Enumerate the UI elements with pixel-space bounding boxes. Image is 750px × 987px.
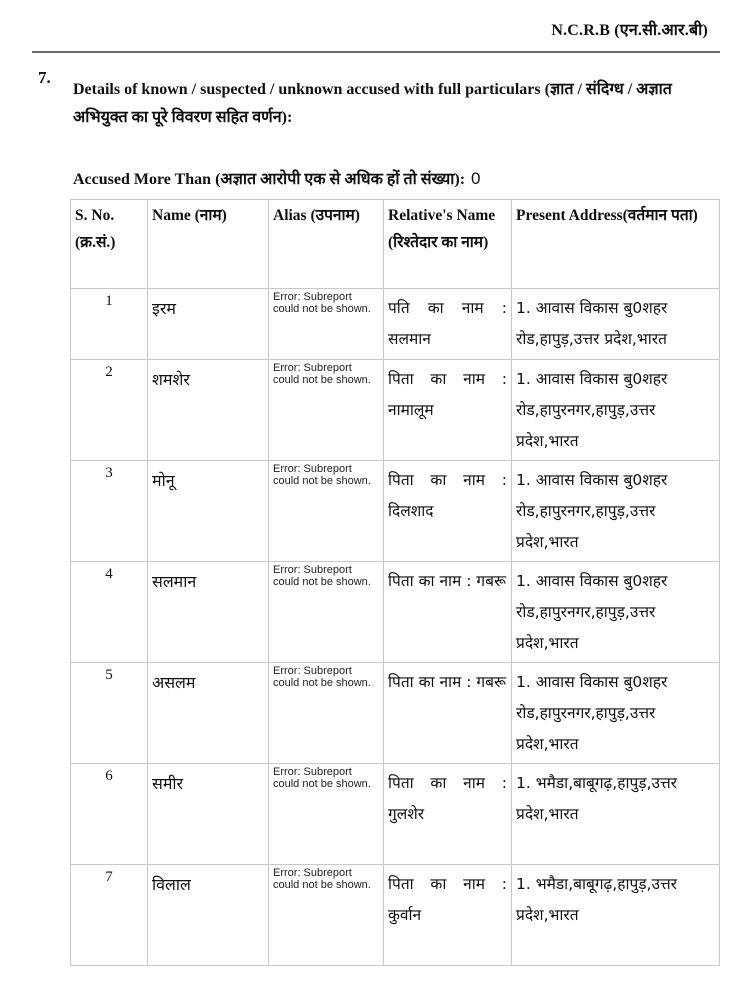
table-row — [71, 865, 720, 966]
row-present-address: 1. भमैडा,बाबूगढ़,हापुड़,उत्तर प्रदेश,भारत — [512, 764, 720, 865]
section-title: Details of known / suspected / unknown accused with full particulars (ज्ञात / संदिग्ध / अज्ञात अभियुक्त का पूरे विवरण सहित वर्णन): — [73, 81, 672, 126]
row-alias: Error: Subreport could not be shown. — [269, 562, 384, 663]
row-alias: Error: Subreport could not be shown. — [269, 289, 384, 360]
row-sno: 4 — [71, 562, 148, 663]
row-alias: Error: Subreport could not be shown. — [269, 360, 384, 461]
row-relative-name: पिता का नाम : गबरू — [384, 562, 512, 663]
row-name: समीर — [148, 764, 269, 865]
header-relative-name: Relative's Name (रिश्तेदार का नाम) — [384, 200, 512, 289]
table-row — [71, 360, 720, 461]
row-sno: 1 — [71, 289, 148, 360]
accused-more-than-label: Accused More Than (अज्ञात आरोपी एक से अधिक हों तो संख्या): — [73, 171, 466, 188]
row-present-address: 1. भमैडा,बाबूगढ़,हापुड़,उत्तर प्रदेश,भारत — [512, 865, 720, 966]
row-sno: 7 — [71, 865, 148, 966]
table-row — [71, 461, 720, 562]
row-relative-name: पति का नाम : सलमान — [384, 289, 512, 360]
row-present-address: 1. आवास विकास बु0शहर रोड,हापुरनगर,हापुड़,उत्तर प्रदेश,भारत — [512, 562, 720, 663]
table-row — [71, 764, 720, 865]
row-relative-name: पिता का नाम : गबरू — [384, 663, 512, 764]
section-number: 7. — [38, 68, 51, 87]
row-present-address: 1. आवास विकास बु0शहर रोड,हापुरनगर,हापुड़,उत्तर प्रदेश,भारत — [512, 461, 720, 562]
row-name: असलम — [148, 663, 269, 764]
table-row — [71, 663, 720, 764]
header-divider — [32, 51, 720, 53]
table-header-row — [71, 200, 720, 289]
row-sno: 6 — [71, 764, 148, 865]
accused-more-than-value: 0 — [471, 169, 481, 188]
header-present-address: Present Address(वर्तमान पता) — [512, 200, 720, 289]
row-sno: 2 — [71, 360, 148, 461]
header-alias: Alias (उपनाम) — [269, 200, 384, 289]
table-row — [71, 562, 720, 663]
row-present-address: 1. आवास विकास बु0शहर रोड,हापुरनगर,हापुड़,उत्तर प्रदेश,भारत — [512, 360, 720, 461]
row-sno: 5 — [71, 663, 148, 764]
row-name: सलमान — [148, 562, 269, 663]
row-alias: Error: Subreport could not be shown. — [269, 865, 384, 966]
accused-more-than-line — [73, 167, 481, 189]
row-name: मोनू — [148, 461, 269, 562]
row-sno: 3 — [71, 461, 148, 562]
row-name: इरम — [148, 289, 269, 360]
row-relative-name: पिता का नाम : नामालूम — [384, 360, 512, 461]
row-name: शमशेर — [148, 360, 269, 461]
header-sno: S. No. (क्र.सं.) — [71, 200, 148, 289]
row-alias: Error: Subreport could not be shown. — [269, 461, 384, 562]
row-relative-name: पिता का नाम : दिलशाद — [384, 461, 512, 562]
header-name: Name (नाम) — [148, 200, 269, 289]
row-alias: Error: Subreport could not be shown. — [269, 764, 384, 865]
row-present-address: 1. आवास विकास बु0शहर रोड,हापुरनगर,हापुड़,उत्तर प्रदेश,भारत — [512, 663, 720, 764]
row-relative-name: पिता का नाम : कुर्वान — [384, 865, 512, 966]
table-row — [71, 289, 720, 360]
row-alias: Error: Subreport could not be shown. — [269, 663, 384, 764]
accused-table — [70, 199, 720, 966]
row-present-address: 1. आवास विकास बु0शहर रोड,हापुड़,उत्तर प्रदेश,भारत — [512, 289, 720, 360]
row-name: विलाल — [148, 865, 269, 966]
document-header-label: N.C.R.B (एन.सी.आर.बी) — [551, 22, 708, 39]
row-relative-name: पिता का नाम : गुलशेर — [384, 764, 512, 865]
